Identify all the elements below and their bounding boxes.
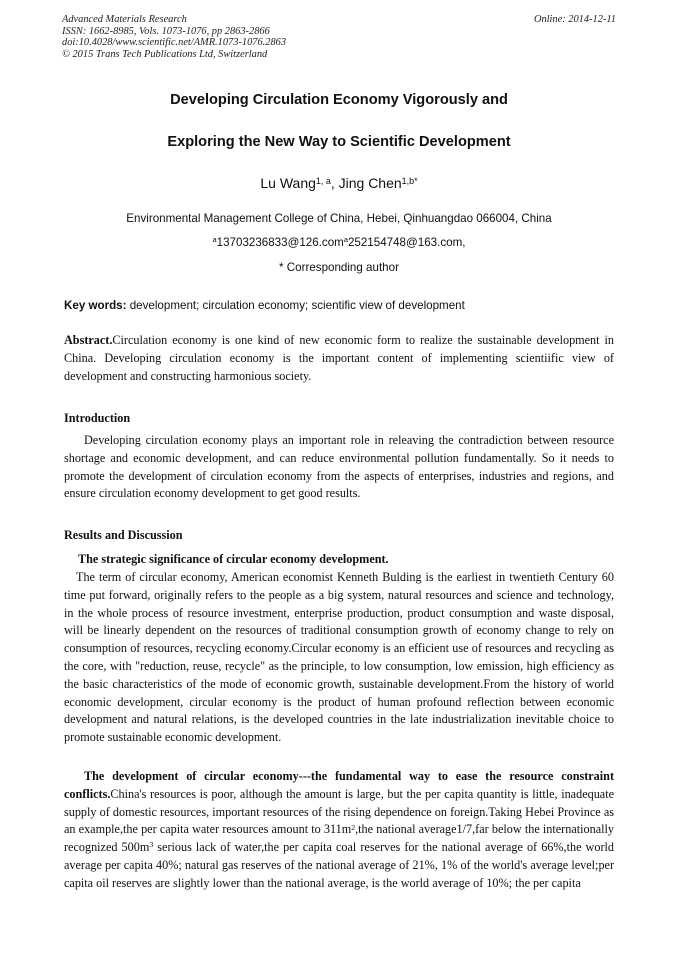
abstract-text: Circulation economy is one kind of new economic form to realize the sustainable development in China. Developing circulation economy is the important content of implementing scientiific view of development and constructing harmonious society. (64, 333, 614, 383)
title-line-2: Exploring the New Way to Scientific Development (167, 134, 511, 150)
results-paragraph-1: The term of circular economy, American economist Kenneth Bulding is the earliest in twentieth Century 60 time put forward, originally refers to the people as a big system, natural resources and science and technology, in the whole process of resource investment, enterprise production, product consumption and waste disposal, will be linearly dependent on the resources of traditional consumption growth of economy change to rely on consumption of resources, recycling economy.Circular economy is an efficient use of resources and recycling as the core, with "reduction, reuse, recycle" as the principle, to low consumption, low emission, high efficiency as the basic characteristics of the mode of economic growth, sustainable development.From the history of world economic development, circular economy is the product of human profound reflection between economic development and natural relations, is the developed countries in the late industrialization inevitable choice to promote sustainable economic development. (64, 570, 614, 745)
email-b: 252154748@163.com, (347, 236, 466, 249)
author-separator: , (330, 175, 339, 191)
affiliation: Environmental Management College of China, Hebei, Qinhuangdao 066004, China (126, 212, 552, 225)
authors (0, 175, 678, 191)
results-paragraph-2-part3: serious lack of water,the per capita coal reserves for the national average of 66%,the world average per capita 40%; natural gas reserves of the national average of 21%, 1% of the world's average level;per capita oil reserves are slightly lower than the national average, is the world average of 10%; the per capita (64, 840, 614, 890)
abstract-label: Abstract. (64, 333, 113, 347)
journal-name: Advanced Materials Research (62, 14, 187, 25)
email-b-sup: a (343, 235, 348, 245)
results-paragraph-2-sup1: 2 (351, 822, 356, 832)
results-heading: Results and Discussion (64, 528, 183, 542)
email-a-sup: a (212, 235, 217, 245)
results-paragraph-2-part2: ,the national average1/7,far below the internationally recognized 500m (64, 822, 614, 855)
emails (0, 236, 678, 249)
corresponding-author: * Corresponding author (279, 261, 399, 274)
introduction-heading: Introduction (64, 411, 131, 425)
issn-line: ISSN: 1662-8985, Vols. 1073-1076, pp 2863-2866 (62, 25, 270, 37)
author-1: Lu Wang (260, 175, 316, 191)
keywords-label: Key words: (64, 299, 127, 312)
online-date: Online: 2014-12-11 (533, 14, 616, 25)
abstract (64, 332, 614, 385)
keywords (64, 299, 624, 312)
results-subheading: The strategic significance of circular economy development. (78, 552, 389, 566)
introduction-text: Developing circulation economy plays an important role in releaving the contradiction between resource shortage and economic development, and can reduce environmental pollution fundamentally. So it needs to promote the development of circulation economy from the aspects of enterprises, industries and regions, and ensure circulation economy development to get good results. (64, 433, 614, 501)
results-paragraph-2-part1: China's resources is poor, although the amount is large, but the per capita quantity is little, inadequate supply of domestic resources, important resources of the rising dependence on foreign.Taking Hebei Province as an example,the per capita water resources amount to 311m (64, 786, 614, 837)
doi-line: doi:10.4028/www.scientific.net/AMR.1073-1076.2863 (62, 37, 287, 49)
results-paragraph-2-lead: The development of circular economy---the fundamental way to ease the resource constraint conflicts. (64, 769, 614, 801)
journal-header (62, 14, 616, 60)
author-1-sup: 1, a (315, 175, 331, 186)
title-line-1: Developing Circulation Economy Vigorously and (170, 92, 508, 108)
results-paragraph-2-sup2: 3 (149, 840, 154, 850)
author-2-sup: 1,b* (401, 175, 418, 186)
keywords-text: development; circulation economy; scientific view of development (126, 299, 465, 312)
results-paragraph-2 (64, 768, 614, 893)
email-a: 13703236833@126.com (216, 236, 344, 249)
author-2: Jing Chen (338, 175, 402, 191)
copyright-line: © 2015 Trans Tech Publications Ltd, Switzerland (62, 48, 268, 60)
